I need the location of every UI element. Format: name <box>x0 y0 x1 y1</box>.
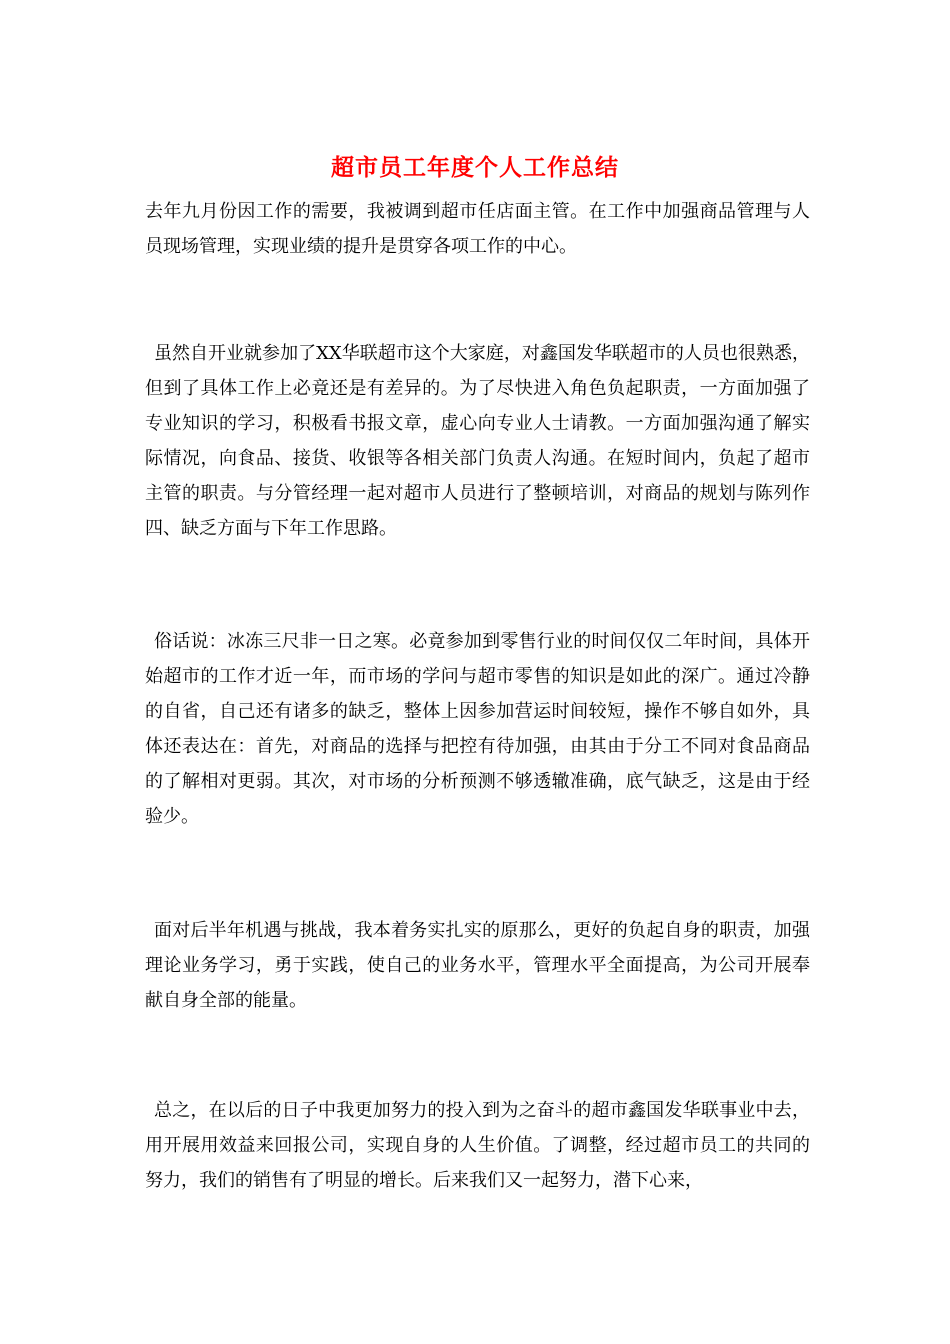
paragraph-4: 面对后半年机遇与挑战，我本着务实扎实的原那么，更好的负起自身的职责，加强理论业务学习，勇于实践，使自己的业务水平，管理水平全面提高，为公司开展奉献自身全部的能量。 <box>145 920 810 1011</box>
paragraph-1: 去年九月份因工作的需要，我被调到超市任店面主管。在工作中加强商品管理与人员现场管理，实现业绩的提升是贯穿各项工作的中心。 <box>145 201 810 257</box>
paragraph-5: 总之，在以后的日子中我更加努力的投入到为之奋斗的超市鑫国发华联事业中去，用开展用效益来回报公司，实现自身的人生价值。了调整，经过超市员工的共同的努力，我们的销售有了明显的增长。后来我们又一起努力，潜下心来， <box>145 1100 810 1191</box>
paragraph-3: 俗话说：冰冻三尺非一日之寒。必竟参加到零售行业的时间仅仅二年时间，具体开始超市的工作才近一年，而市场的学问与超市零售的知识是如此的深广。通过冷静的自省，自己还有诸多的缺乏，整体上因参加营运时间较短，操作不够自如外，具体还表达在：首先，对商品的选择与把控有待加强，由其由于分工不同对食品商品的了解相对更弱。其次，对市场的分析预测不够透辙准确，底气缺乏，这是由于经验少。 <box>145 631 810 827</box>
document-title: 超市员工年度个人工作总结 <box>331 154 619 181</box>
paragraph-2: 虽然自开业就参加了XX华联超市这个大家庭，对鑫国发华联超市的人员也很熟悉，但到了具体工作上必竟还是有差异的。为了尽快进入角色负起职责，一方面加强了专业知识的学习，积极看书报文章，虚心向专业人士请教。一方面加强沟通了解实际情况，向食品、接货、收银等各相关部门负责人沟通。在短时间内，负起了超市主管的职责。与分管经理一起对超市人员进行了整顿培训，对商品的规划与陈列作四、缺乏方面与下年工作思路。 <box>145 343 810 539</box>
